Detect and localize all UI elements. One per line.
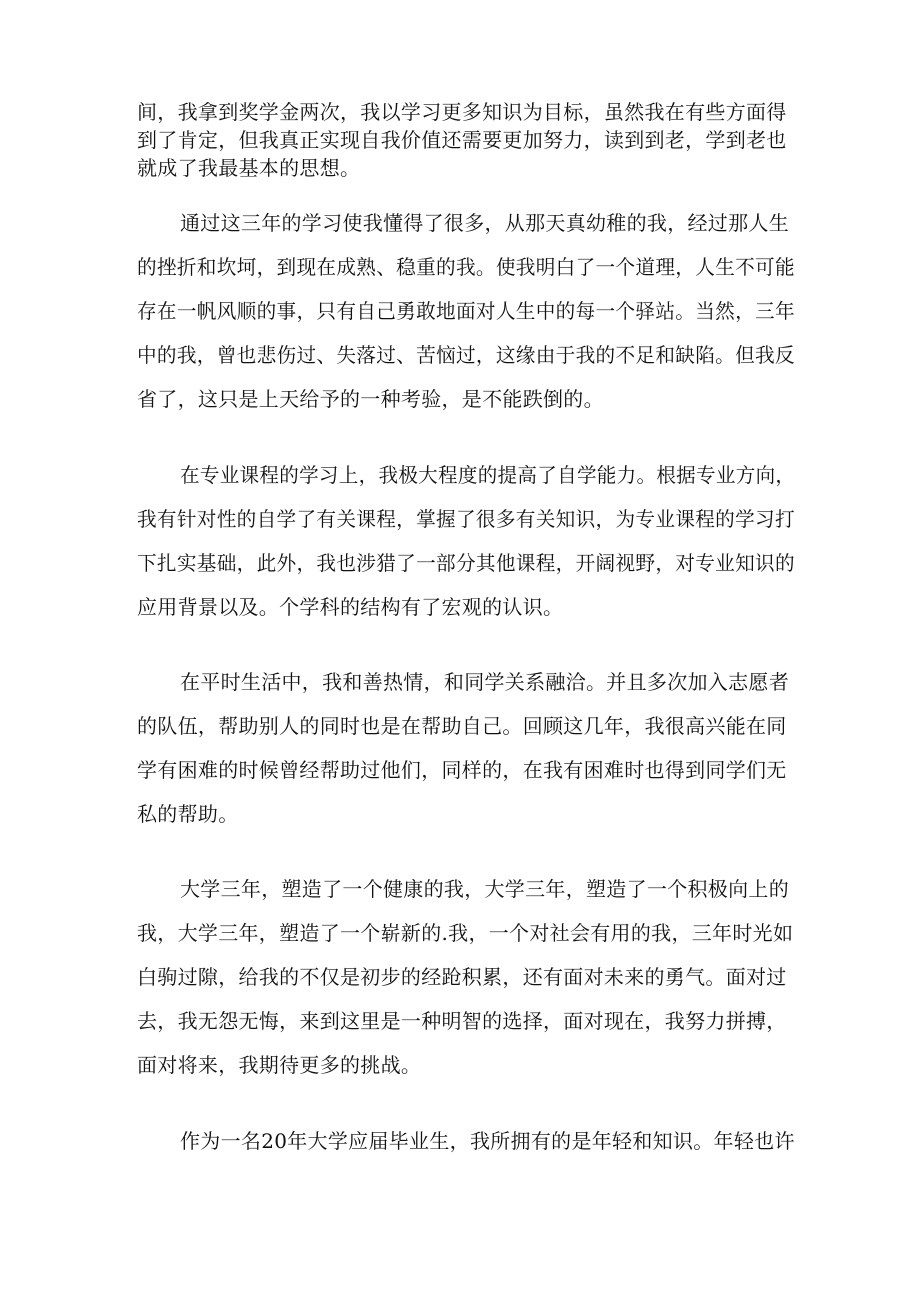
paragraph-line: 省了，这只是上天给予的一种考验，是不能跌倒的。: [137, 387, 604, 411]
paragraph-line: 作为一名20年大学应届毕业生，我所拥有的是年轻和知识。年轻也许: [180, 1129, 795, 1153]
paragraph-line: 私的帮助。: [137, 802, 239, 826]
paragraph-line: 学有困难的时候曾经帮助过他们，同样的，在我有困难时也得到同学们无: [137, 758, 787, 782]
paragraph-line: 的挫折和坎坷，到现在成熟、稳重的我。使我明白了一个道理，人生不可能: [137, 255, 795, 279]
paragraph-line: 通过这三年的学习使我懂得了很多，从那天真幼稚的我，经过那人生: [180, 211, 789, 235]
paragraph-line: 我有针对性的自学了有关课程，掌握了很多有关知识，为专业课程的学习打: [137, 507, 795, 531]
paragraph-line: 间，我拿到奖学金两次，我以学习更多知识为目标，虽然我在有些方面得: [137, 100, 787, 124]
paragraph-line: 存在一帆风顺的事，只有自己勇敢地面对人生中的每一个驿站。当然，三年: [137, 299, 795, 323]
paragraph-line: 白驹过隙，给我的不仅是初步的经跄积累，还有面对未来的勇气。面对过: [137, 965, 787, 989]
paragraph-line: 在平时生活中，我和善热情，和同学关系融洽。并且多次加入志愿者: [180, 670, 789, 694]
paragraph-line: 下扎实基础，此外，我也涉猎了一部分其他课程，开阔视野，对专业知识的: [137, 551, 795, 575]
paragraph-line: 到了肯定，但我真正实现自我价值还需要更加努力，读到到老，学到老也: [137, 128, 787, 152]
paragraph-line: 面对将来，我期待更多的挑战。: [137, 1053, 422, 1077]
paragraph-line: 的队伍，帮助别人的同时也是在帮助自己。回顾这几年，我很高兴能在同: [137, 714, 787, 738]
paragraph-line: 在专业课程的学习上，我极大程度的提高了自学能力。根据专业方向，: [180, 463, 796, 487]
paragraph-line: 我，大学三年，塑造了一个崭新的.我，一个对社会有用的我，三年时光如: [137, 921, 794, 945]
paragraph-line: 就成了我最基本的思想。: [137, 156, 361, 180]
paragraph-line: 应用背景以及。个学科的结构有了宏观的认识。: [137, 595, 564, 619]
paragraph-line: 去，我无怨无悔，来到这里是一种明智的选择，面对现在，我努力拼搏，: [137, 1009, 787, 1033]
paragraph-line: 大学三年，塑造了一个健康的我，大学三年，塑造了一个积极向上的: [180, 877, 789, 901]
paragraph-line: 中的我，曾也悲伤过、失落过、苦恼过，这缘由于我的不足和缺陷。但我反: [137, 343, 795, 367]
